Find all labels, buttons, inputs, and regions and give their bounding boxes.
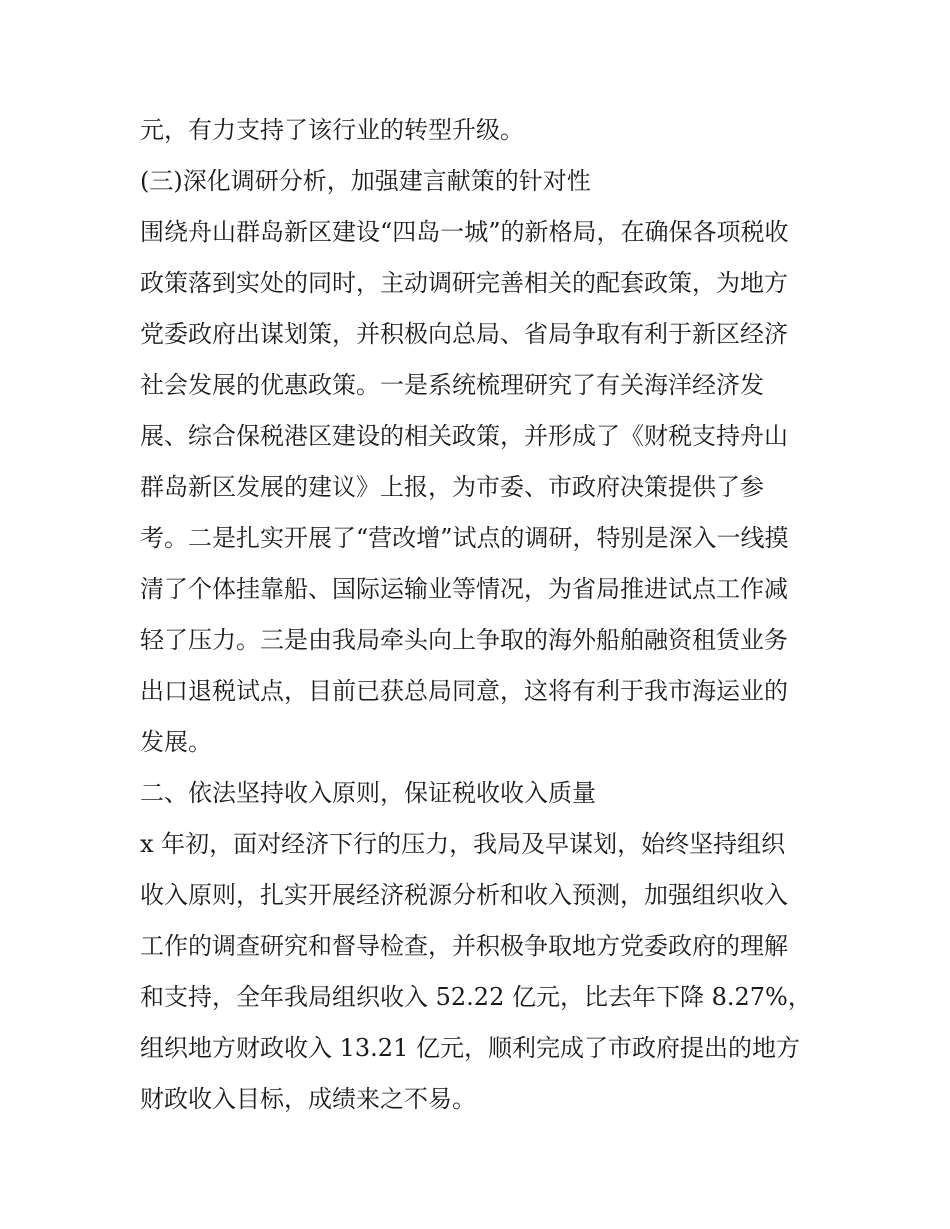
text-line: 围绕舟山群岛新区建设“四岛一城”的新格局，在确保各项税收 xyxy=(140,218,789,246)
text-line: x 年初，面对经济下行的压力，我局及早谋划，始终坚持组织 xyxy=(140,830,786,858)
text-line: 考。二是扎实开展了“营改增”试点的调研，特别是深入一线摸 xyxy=(140,524,789,552)
text-line: 元，有力支持了该行业的转型升级。 xyxy=(140,116,524,144)
section-heading: (三)深化调研分析，加强建言献策的针对性 xyxy=(140,167,591,195)
text-line: 发展。 xyxy=(140,728,212,756)
text-line: 组织地方财政收入 13.21 亿元，顺利完成了市政府提出的地方 xyxy=(140,1034,800,1062)
text-line: 群岛新区发展的建议》上报，为市委、市政府决策提供了参 xyxy=(140,473,764,501)
text-line: 清了个体挂靠船、国际运输业等情况，为省局推进试点工作减 xyxy=(140,575,788,603)
text-line: 社会发展的优惠政策。一是系统梳理研究了有关海洋经济发 xyxy=(140,371,764,399)
text-line: 政策落到实处的同时，主动调研完善相关的配套政策，为地方 xyxy=(140,269,788,297)
text-line: 工作的调查研究和督导检查，并积极争取地方党委政府的理解 xyxy=(140,932,788,960)
text-line: 轻了压力。三是由我局牵头向上争取的海外船舶融资租赁业务 xyxy=(140,626,788,654)
text-line: 和支持，全年我局组织收入 52.22 亿元，比去年下降 8.27%， xyxy=(140,983,812,1011)
text-line: 收入原则，扎实开展经济税源分析和收入预测，加强组织收入 xyxy=(140,881,788,909)
text-line: 党委政府出谋划策，并积极向总局、省局争取有利于新区经济 xyxy=(140,320,788,348)
text-line: 财政收入目标，成绩来之不易。 xyxy=(140,1085,476,1113)
body-text xyxy=(140,105,820,1125)
text-line: 出口退税试点，目前已获总局同意，这将有利于我市海运业的 xyxy=(140,677,788,705)
section-heading: 二、依法坚持收入原则，保证税收收入质量 xyxy=(140,779,596,807)
text-line: 展、综合保税港区建设的相关政策，并形成了《财税支持舟山 xyxy=(140,422,788,450)
